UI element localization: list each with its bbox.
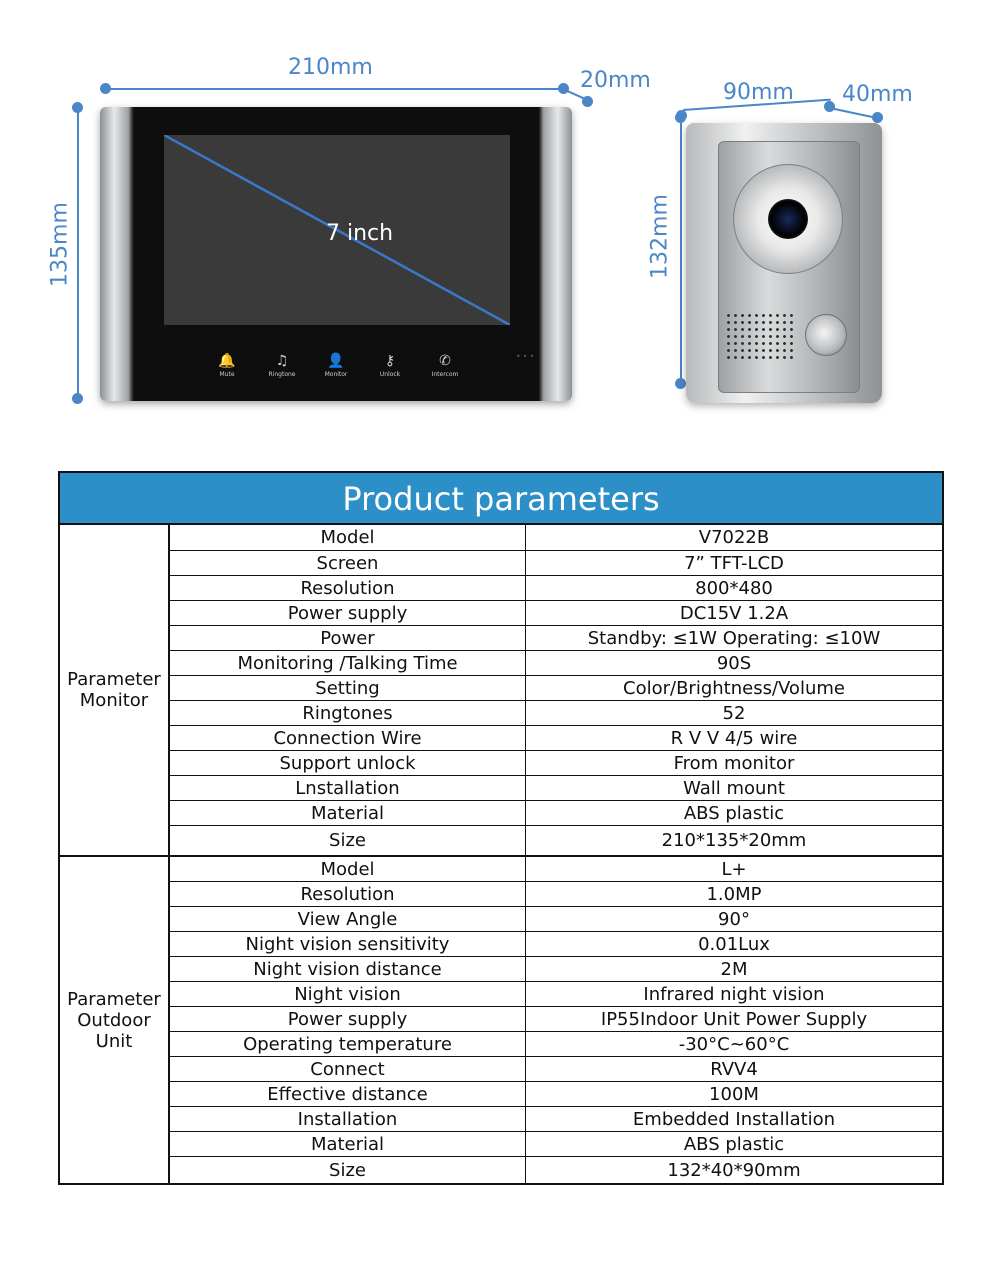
monitor-height-dot-bottom (72, 393, 83, 404)
outdoor-depth-label: 40mm (842, 82, 913, 107)
outdoor-parameters-group (60, 857, 942, 1183)
person-icon: 👤 (327, 353, 345, 369)
phone-icon: ✆ (439, 353, 451, 369)
monitor-width-dot-left (100, 83, 111, 94)
key-icon: ⚷ (384, 353, 396, 369)
table-row: Lnstallation Wall mount (170, 776, 942, 801)
speaker-grille (725, 312, 795, 362)
monitor-width-label: 210mm (288, 55, 373, 80)
table-row: Support unlock From monitor (170, 751, 942, 776)
monitor-depth-dot (582, 96, 593, 107)
table-row: Model L+ (170, 857, 942, 882)
table-row: Night vision Infrared night vision (170, 982, 942, 1007)
table-row: Material ABS plastic (170, 801, 942, 826)
table-row: Connect RVV4 (170, 1057, 942, 1082)
table-row: Model V7022B (170, 525, 942, 551)
table-row: Effective distance 100M (170, 1082, 942, 1107)
table-row: Connection Wire R V V 4/5 wire (170, 726, 942, 751)
screen-size-label: 7 inch (326, 221, 394, 246)
table-row: Monitoring /Talking Time 90S (170, 651, 942, 676)
monitor-button[interactable]: 👤 Monitor (313, 353, 359, 378)
bell-mute-icon: 🔔 (218, 353, 236, 369)
table-row: View Angle 90° (170, 907, 942, 932)
table-row: Operating temperature -30°C~60°C (170, 1032, 942, 1057)
table-row: Night vision sensitivity 0.01Lux (170, 932, 942, 957)
outdoor-height-label: 132mm (647, 194, 673, 279)
monitor-screen (164, 135, 510, 325)
status-leds: ••• (516, 352, 537, 361)
table-row: Installation Embedded Installation (170, 1107, 942, 1132)
outdoor-width-label: 90mm (723, 80, 794, 105)
monitor-bezel (134, 107, 538, 401)
table-row: Resolution 1.0MP (170, 882, 942, 907)
indoor-monitor (100, 107, 572, 401)
outdoor-faceplate (718, 141, 860, 393)
outdoor-rows (170, 857, 942, 1183)
table-row: Material ABS plastic (170, 1132, 942, 1157)
camera-ring (733, 164, 843, 274)
camera-lens-icon (768, 199, 808, 239)
monitor-rows (170, 525, 942, 855)
outdoor-height-dot-top (675, 112, 686, 123)
group-label-outdoor: Parameter Outdoor Unit (60, 857, 170, 1183)
table-title: Product parameters (60, 473, 942, 525)
call-button[interactable] (805, 314, 847, 356)
monitor-height-dot-top (72, 102, 83, 113)
product-parameters-table (58, 471, 944, 1185)
table-row: Power Standby: ≤1W Operating: ≤10W (170, 626, 942, 651)
table-row: Size 210*135*20mm (170, 826, 942, 855)
table-row: Size 132*40*90mm (170, 1157, 942, 1183)
table-row: Resolution 800*480 (170, 576, 942, 601)
monitor-depth-label: 20mm (580, 68, 651, 93)
monitor-height-line (77, 109, 79, 399)
mute-button[interactable]: 🔔 Mute (204, 353, 250, 378)
group-label-monitor: Parameter Monitor (60, 525, 170, 855)
table-row: Power supply IP55Indoor Unit Power Supply (170, 1007, 942, 1032)
monitor-parameters-group (60, 525, 942, 855)
intercom-button[interactable]: ✆ Intercom (422, 353, 468, 378)
table-row: Night vision distance 2M (170, 957, 942, 982)
table-row: Ringtones 52 (170, 701, 942, 726)
ringtone-button[interactable]: ♫ Ringtone (259, 353, 305, 378)
music-note-icon: ♫ (275, 353, 289, 369)
outdoor-height-line (680, 118, 682, 384)
table-row: Power supply DC15V 1.2A (170, 601, 942, 626)
monitor-height-label: 135mm (47, 202, 73, 287)
monitor-width-line (105, 88, 563, 90)
unlock-button[interactable]: ⚷ Unlock (367, 353, 413, 378)
outdoor-unit (686, 113, 882, 403)
table-row: Setting Color/Brightness/Volume (170, 676, 942, 701)
outdoor-height-dot-bottom (675, 378, 686, 389)
table-row: Screen 7” TFT-LCD (170, 551, 942, 576)
